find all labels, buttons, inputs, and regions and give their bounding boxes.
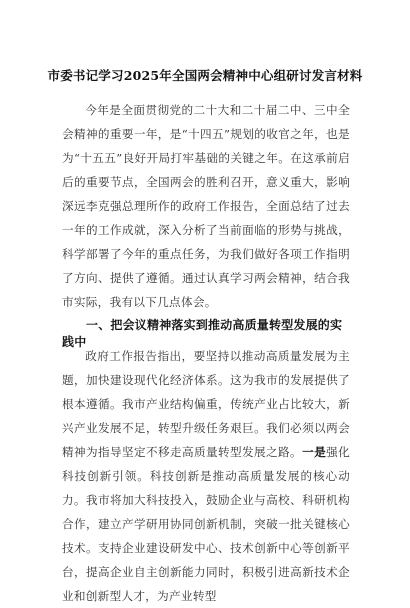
- bold-lead: 一是: [302, 445, 327, 459]
- section-heading: 一、把会议精神落实到推动高质量转型发展的实践中: [62, 318, 343, 349]
- intro-paragraph: 今年是全面贯彻党的二十大和二十届二中、三中全会精神的重要一年，是“十四五”规划的收官之年，也是为“十五五”良好开局打牢基础的关键之年。在这承前启后的重要节点，全国两会的胜利召开，意义重大，影响深远李克强总理所作的政府工作报告，全面总结了过去一年的工作成就，深入分析了当前面临的形势与挑战，科学部署了今年的重点任务，为我们做好各项工作指明了方向、提供了遵循。通过认真学习两会精神，结合我市实际，我有以下几点体会。: [62, 103, 350, 309]
- paragraph-text-continued: 强化科技创新引领。科技创新是推动高质量发展的核心动力。我市将加大科技投入，鼓励企业与高校、科研机构合作，建立产学研用协同创新机制，突破一批关键核心技术。支持企业建设研发中心、技术创新中心等创新平台，提高企业自主创新能力同时，积极引进高新技术企业和创新型人才，为产业转型: [62, 445, 350, 603]
- document-title: 市委书记学习2025年全国两会精神中心组研讨发言材料: [47, 68, 363, 83]
- section-paragraph: [62, 344, 350, 603]
- paragraph-text: 政府工作报告指出，要坚持以推动高质量发展为主题，加快建设现代化经济体系。这为我市的发展提供了根本遵循。我市产业结构偏重，传统产业占比较大，新兴产业发展不足，转型升级任务艰巨。我们必须以两会精神为指导坚定不移走高质量转型发展之路。: [62, 349, 350, 459]
